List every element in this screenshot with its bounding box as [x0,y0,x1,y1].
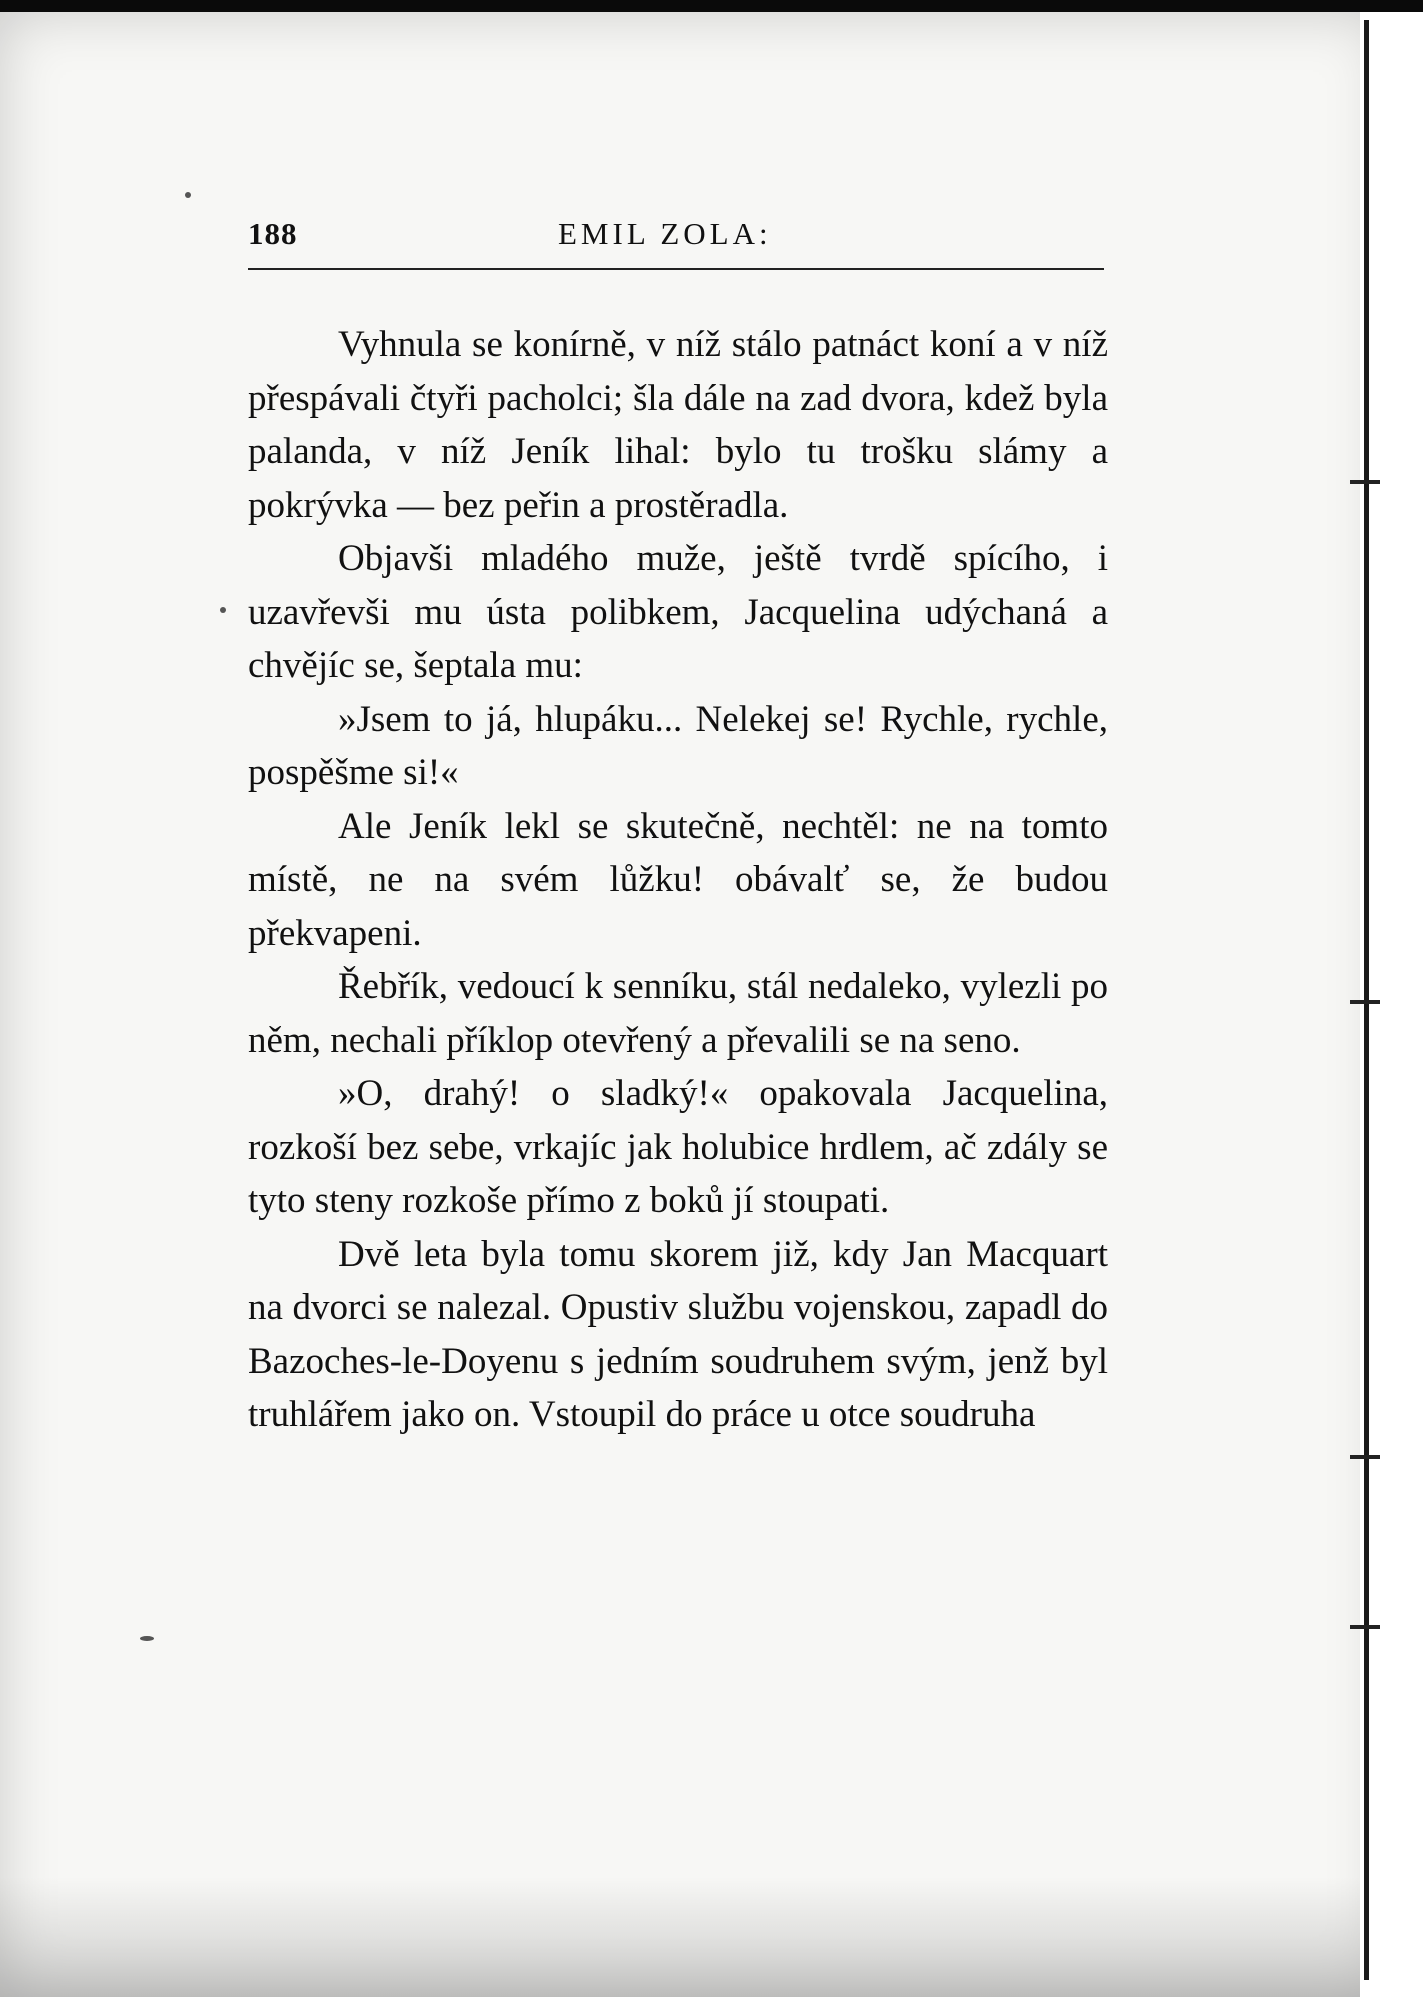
paragraph: Vyhnula se konírně, v níž stálo patnáct koní a v níž přespávali čtyři pacholci; šla dále na zad dvora, kdež byla palanda, v níž Jeník lihal: bylo tu trošku slámy a pokrývka — bez peřin a prostěradla. [248,324,1108,526]
page-number: 188 [248,216,298,251]
running-title: EMIL ZOLA: [558,216,772,251]
paper-speck [185,192,191,198]
binding-mark [1350,1625,1380,1629]
body-text [248,318,1108,1442]
page-edge [1360,12,1423,1997]
paper-speck [140,1636,154,1641]
paragraph: Objavši mladého muže, ještě tvrdě spícího, i uzavřevši mu ústa polibkem, Jacquelina udýchaná a chvějíc se, šeptala mu: [248,538,1108,686]
running-header [248,216,1104,256]
binding-mark [1350,1000,1380,1004]
paragraph: »Jsem to já, hlupáku... Nelekej se! Rychle, rychle, pospěšme si!« [248,698,1108,793]
binding-mark [1350,1455,1380,1459]
paragraph: Ale Jeník lekl se skutečně, nechtěl: ne na tomto místě, ne na svém lůžku! obávalť se, že budou překvapeni. [248,805,1108,954]
binding-mark [1350,480,1380,484]
paper-speck [220,607,226,613]
paragraph: Dvě leta byla tomu skorem již, kdy Jan Macquart na dvorci se nalezal. Opustiv službu vojenskou, zapadl do Bazoches-le-Doyenu s jedním soudruhem svým, jenž byl truhlářem jako on. Vstoupil do práce u otce soudruha [248,1233,1108,1435]
header-rule [248,268,1104,270]
paragraph: Řebřík, vedoucí k senníku, stál nedaleko, vylezli po něm, nechali příklop otevřený a převalili se na seno. [248,966,1108,1061]
paragraph: »O, drahý! o sladký!« opakovala Jacquelina, rozkoší bez sebe, vrkajíc jak holubice hrdlem, ač zdály se tyto steny rozkoše přímo z boků jí stoupati. [248,1073,1108,1221]
